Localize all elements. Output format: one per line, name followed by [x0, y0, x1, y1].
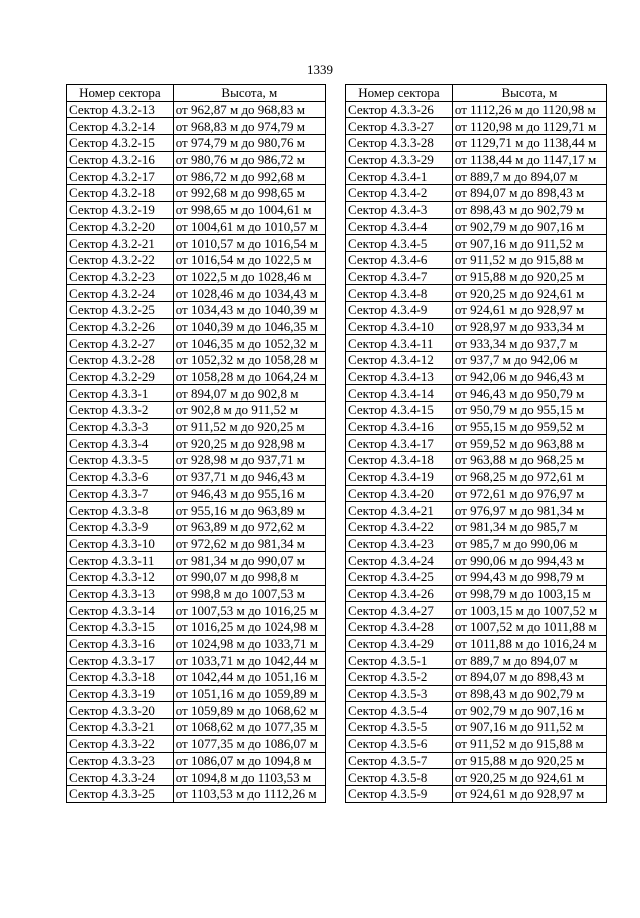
height-cell: от 974,79 м до 980,76 м	[173, 135, 325, 152]
height-cell: от 946,43 м до 955,16 м	[173, 485, 325, 502]
table-row	[67, 552, 326, 569]
table-row	[346, 418, 607, 435]
height-cell: от 1051,16 м до 1059,89 м	[173, 685, 325, 702]
sector-cell: Сектор 4.3.2-20	[67, 218, 174, 235]
sector-cell: Сектор 4.3.4-8	[346, 285, 453, 302]
sector-cell: Сектор 4.3.3-18	[67, 669, 174, 686]
sector-cell: Сектор 4.3.3-14	[67, 602, 174, 619]
table-header-row	[67, 85, 326, 102]
table-row	[67, 301, 326, 318]
height-cell: от 894,07 м до 902,8 м	[173, 385, 325, 402]
table-row	[346, 735, 607, 752]
height-cell: от 1034,43 м до 1040,39 м	[173, 301, 325, 318]
height-cell: от 937,71 м до 946,43 м	[173, 468, 325, 485]
table-row	[346, 101, 607, 118]
sector-cell: Сектор 4.3.2-16	[67, 151, 174, 168]
table-row	[346, 301, 607, 318]
height-cell: от 907,16 м до 911,52 м	[452, 719, 606, 736]
sector-cell: Сектор 4.3.4-25	[346, 568, 453, 585]
height-cell: от 898,43 м до 902,79 м	[452, 685, 606, 702]
table-row	[346, 669, 607, 686]
height-cell: от 1086,07 м до 1094,8 м	[173, 752, 325, 769]
height-cell: от 920,25 м до 924,61 м	[452, 285, 606, 302]
sector-cell: Сектор 4.3.5-1	[346, 652, 453, 669]
table-row	[67, 235, 326, 252]
table-row	[346, 335, 607, 352]
height-cell: от 968,25 м до 972,61 м	[452, 468, 606, 485]
table-row	[67, 468, 326, 485]
height-cell: от 1120,98 м до 1129,71 м	[452, 118, 606, 135]
sector-cell: Сектор 4.3.3-16	[67, 635, 174, 652]
height-cell: от 1007,53 м до 1016,25 м	[173, 602, 325, 619]
table-row	[346, 135, 607, 152]
table-row	[67, 535, 326, 552]
sector-cell: Сектор 4.3.5-6	[346, 735, 453, 752]
height-cell: от 1007,52 м до 1011,88 м	[452, 619, 606, 636]
height-cell: от 962,87 м до 968,83 м	[173, 101, 325, 118]
sector-cell: Сектор 4.3.2-14	[67, 118, 174, 135]
table-row	[346, 402, 607, 419]
table-row	[67, 151, 326, 168]
table-row	[67, 368, 326, 385]
height-cell: от 963,89 м до 972,62 м	[173, 518, 325, 535]
sector-cell: Сектор 4.3.4-5	[346, 235, 453, 252]
table-row	[67, 418, 326, 435]
table-row	[67, 402, 326, 419]
height-cell: от 911,52 м до 915,88 м	[452, 735, 606, 752]
table-row	[346, 635, 607, 652]
table-row	[346, 485, 607, 502]
sector-cell: Сектор 4.3.2-29	[67, 368, 174, 385]
left-table-body	[67, 101, 326, 802]
sector-cell: Сектор 4.3.3-7	[67, 485, 174, 502]
sector-cell: Сектор 4.3.3-3	[67, 418, 174, 435]
sector-cell: Сектор 4.3.2-19	[67, 201, 174, 218]
table-row	[67, 218, 326, 235]
sector-cell: Сектор 4.3.4-14	[346, 385, 453, 402]
table-row	[346, 702, 607, 719]
table-row	[346, 452, 607, 469]
height-cell: от 1138,44 м до 1147,17 м	[452, 151, 606, 168]
sector-cell: Сектор 4.3.3-17	[67, 652, 174, 669]
height-cell: от 1024,98 м до 1033,71 м	[173, 635, 325, 652]
sector-cell: Сектор 4.3.3-27	[346, 118, 453, 135]
sector-cell: Сектор 4.3.4-20	[346, 485, 453, 502]
table-row	[67, 702, 326, 719]
height-cell: от 920,25 м до 924,61 м	[452, 769, 606, 786]
sector-cell: Сектор 4.3.5-5	[346, 719, 453, 736]
sector-cell: Сектор 4.3.3-24	[67, 769, 174, 786]
sector-cell: Сектор 4.3.4-1	[346, 168, 453, 185]
sector-cell: Сектор 4.3.3-1	[67, 385, 174, 402]
height-cell: от 1068,62 м до 1077,35 м	[173, 719, 325, 736]
table-row	[67, 769, 326, 786]
table-row	[67, 118, 326, 135]
sector-cell: Сектор 4.3.4-6	[346, 251, 453, 268]
sector-cell: Сектор 4.3.3-6	[67, 468, 174, 485]
height-cell: от 928,98 м до 937,71 м	[173, 452, 325, 469]
height-cell: от 894,07 м до 898,43 м	[452, 669, 606, 686]
table-row	[346, 168, 607, 185]
height-cell: от 924,61 м до 928,97 м	[452, 301, 606, 318]
height-column-header: Высота, м	[452, 85, 606, 102]
height-cell: от 915,88 м до 920,25 м	[452, 268, 606, 285]
table-row	[346, 518, 607, 535]
sector-cell: Сектор 4.3.4-21	[346, 502, 453, 519]
height-cell: от 1058,28 м до 1064,24 м	[173, 368, 325, 385]
table-row	[67, 685, 326, 702]
left-sector-table	[66, 84, 326, 803]
table-row	[346, 385, 607, 402]
height-cell: от 990,06 м до 994,43 м	[452, 552, 606, 569]
height-cell: от 1033,71 м до 1042,44 м	[173, 652, 325, 669]
table-row	[67, 268, 326, 285]
height-cell: от 1052,32 м до 1058,28 м	[173, 352, 325, 369]
table-row	[67, 735, 326, 752]
sector-cell: Сектор 4.3.4-29	[346, 635, 453, 652]
table-row	[67, 518, 326, 535]
height-cell: от 959,52 м до 963,88 м	[452, 435, 606, 452]
table-row	[346, 685, 607, 702]
height-cell: от 1077,35 м до 1086,07 м	[173, 735, 325, 752]
table-row	[346, 719, 607, 736]
height-cell: от 924,61 м до 928,97 м	[452, 785, 606, 802]
height-cell: от 1022,5 м до 1028,46 м	[173, 268, 325, 285]
height-cell: от 1040,39 м до 1046,35 м	[173, 318, 325, 335]
table-row	[346, 118, 607, 135]
table-row	[346, 151, 607, 168]
table-row	[67, 318, 326, 335]
sector-cell: Сектор 4.3.3-13	[67, 585, 174, 602]
sector-cell: Сектор 4.3.2-23	[67, 268, 174, 285]
height-cell: от 998,65 м до 1004,61 м	[173, 201, 325, 218]
height-cell: от 1011,88 м до 1016,24 м	[452, 635, 606, 652]
height-cell: от 950,79 м до 955,15 м	[452, 402, 606, 419]
table-row	[67, 385, 326, 402]
sector-cell: Сектор 4.3.5-9	[346, 785, 453, 802]
sector-cell: Сектор 4.3.3-5	[67, 452, 174, 469]
sector-cell: Сектор 4.3.2-28	[67, 352, 174, 369]
sector-cell: Сектор 4.3.3-11	[67, 552, 174, 569]
height-cell: от 976,97 м до 981,34 м	[452, 502, 606, 519]
height-cell: от 972,62 м до 981,34 м	[173, 535, 325, 552]
sector-cell: Сектор 4.3.5-4	[346, 702, 453, 719]
table-row	[67, 185, 326, 202]
height-cell: от 972,61 м до 976,97 м	[452, 485, 606, 502]
table-row	[346, 468, 607, 485]
sector-cell: Сектор 4.3.3-29	[346, 151, 453, 168]
table-row	[346, 568, 607, 585]
table-row	[67, 352, 326, 369]
sector-cell: Сектор 4.3.4-17	[346, 435, 453, 452]
height-cell: от 911,52 м до 915,88 м	[452, 251, 606, 268]
sector-cell: Сектор 4.3.4-19	[346, 468, 453, 485]
table-row	[67, 752, 326, 769]
table-row	[346, 218, 607, 235]
sector-cell: Сектор 4.3.4-16	[346, 418, 453, 435]
height-cell: от 911,52 м до 920,25 м	[173, 418, 325, 435]
height-cell: от 1004,61 м до 1010,57 м	[173, 218, 325, 235]
table-row	[67, 502, 326, 519]
height-cell: от 1103,53 м до 1112,26 м	[173, 785, 325, 802]
sector-cell: Сектор 4.3.3-4	[67, 435, 174, 452]
sector-column-header: Номер сектора	[346, 85, 453, 102]
table-row	[346, 535, 607, 552]
table-row	[346, 652, 607, 669]
height-cell: от 894,07 м до 898,43 м	[452, 185, 606, 202]
table-row	[346, 585, 607, 602]
table-row	[67, 168, 326, 185]
table-row	[346, 435, 607, 452]
height-cell: от 889,7 м до 894,07 м	[452, 652, 606, 669]
table-row	[346, 318, 607, 335]
sector-cell: Сектор 4.3.2-22	[67, 251, 174, 268]
sector-column-header: Номер сектора	[67, 85, 174, 102]
sector-cell: Сектор 4.3.4-11	[346, 335, 453, 352]
table-row	[346, 235, 607, 252]
table-row	[67, 251, 326, 268]
sector-cell: Сектор 4.3.3-28	[346, 135, 453, 152]
height-cell: от 937,7 м до 942,06 м	[452, 352, 606, 369]
height-column-header: Высота, м	[173, 85, 325, 102]
height-cell: от 981,34 м до 990,07 м	[173, 552, 325, 569]
sector-cell: Сектор 4.3.2-18	[67, 185, 174, 202]
sector-cell: Сектор 4.3.2-26	[67, 318, 174, 335]
table-row	[346, 752, 607, 769]
sector-cell: Сектор 4.3.4-22	[346, 518, 453, 535]
sector-cell: Сектор 4.3.5-2	[346, 669, 453, 686]
right-table-body	[346, 101, 607, 802]
table-row	[67, 335, 326, 352]
table-row	[346, 285, 607, 302]
height-cell: от 990,07 м до 998,8 м	[173, 568, 325, 585]
sector-cell: Сектор 4.3.5-7	[346, 752, 453, 769]
sector-cell: Сектор 4.3.5-3	[346, 685, 453, 702]
height-cell: от 907,16 м до 911,52 м	[452, 235, 606, 252]
table-row	[67, 719, 326, 736]
sector-cell: Сектор 4.3.2-15	[67, 135, 174, 152]
table-row	[67, 201, 326, 218]
table-row	[67, 585, 326, 602]
sector-cell: Сектор 4.3.4-12	[346, 352, 453, 369]
height-cell: от 915,88 м до 920,25 м	[452, 752, 606, 769]
sector-cell: Сектор 4.3.4-4	[346, 218, 453, 235]
sector-cell: Сектор 4.3.3-8	[67, 502, 174, 519]
sector-cell: Сектор 4.3.4-13	[346, 368, 453, 385]
height-cell: от 963,88 м до 968,25 м	[452, 452, 606, 469]
height-cell: от 986,72 м до 992,68 м	[173, 168, 325, 185]
height-cell: от 985,7 м до 990,06 м	[452, 535, 606, 552]
table-row	[346, 201, 607, 218]
table-row	[346, 185, 607, 202]
sector-cell: Сектор 4.3.2-25	[67, 301, 174, 318]
height-cell: от 933,34 м до 937,7 м	[452, 335, 606, 352]
sector-cell: Сектор 4.3.4-28	[346, 619, 453, 636]
table-row	[346, 502, 607, 519]
sector-cell: Сектор 4.3.2-17	[67, 168, 174, 185]
sector-cell: Сектор 4.3.4-7	[346, 268, 453, 285]
table-row	[67, 101, 326, 118]
sector-cell: Сектор 4.3.2-13	[67, 101, 174, 118]
height-cell: от 981,34 м до 985,7 м	[452, 518, 606, 535]
table-row	[67, 285, 326, 302]
sector-cell: Сектор 4.3.3-20	[67, 702, 174, 719]
height-cell: от 1016,25 м до 1024,98 м	[173, 619, 325, 636]
height-cell: от 1059,89 м до 1068,62 м	[173, 702, 325, 719]
sector-cell: Сектор 4.3.2-27	[67, 335, 174, 352]
height-cell: от 902,8 м до 911,52 м	[173, 402, 325, 419]
sector-cell: Сектор 4.3.2-24	[67, 285, 174, 302]
table-row	[346, 368, 607, 385]
height-cell: от 942,06 м до 946,43 м	[452, 368, 606, 385]
sector-cell: Сектор 4.3.3-25	[67, 785, 174, 802]
table-row	[67, 652, 326, 669]
height-cell: от 920,25 м до 928,98 м	[173, 435, 325, 452]
sector-cell: Сектор 4.3.3-9	[67, 518, 174, 535]
sector-cell: Сектор 4.3.2-21	[67, 235, 174, 252]
sector-cell: Сектор 4.3.3-12	[67, 568, 174, 585]
height-cell: от 1010,57 м до 1016,54 м	[173, 235, 325, 252]
height-cell: от 1046,35 м до 1052,32 м	[173, 335, 325, 352]
height-cell: от 928,97 м до 933,34 м	[452, 318, 606, 335]
table-row	[346, 251, 607, 268]
table-row	[67, 619, 326, 636]
height-cell: от 1016,54 м до 1022,5 м	[173, 251, 325, 268]
table-row	[346, 619, 607, 636]
height-cell: от 902,79 м до 907,16 м	[452, 702, 606, 719]
height-cell: от 902,79 м до 907,16 м	[452, 218, 606, 235]
sector-cell: Сектор 4.3.4-3	[346, 201, 453, 218]
height-cell: от 955,16 м до 963,89 м	[173, 502, 325, 519]
height-cell: от 1028,46 м до 1034,43 м	[173, 285, 325, 302]
table-row	[67, 485, 326, 502]
sector-cell: Сектор 4.3.4-15	[346, 402, 453, 419]
table-row	[67, 452, 326, 469]
height-cell: от 980,76 м до 986,72 м	[173, 151, 325, 168]
height-cell: от 955,15 м до 959,52 м	[452, 418, 606, 435]
table-row	[346, 552, 607, 569]
table-row	[67, 635, 326, 652]
sector-cell: Сектор 4.3.3-26	[346, 101, 453, 118]
table-row	[67, 568, 326, 585]
table-row	[346, 602, 607, 619]
sector-cell: Сектор 4.3.4-18	[346, 452, 453, 469]
table-row	[346, 769, 607, 786]
height-cell: от 992,68 м до 998,65 м	[173, 185, 325, 202]
height-cell: от 1112,26 м до 1120,98 м	[452, 101, 606, 118]
table-header-row	[346, 85, 607, 102]
height-cell: от 946,43 м до 950,79 м	[452, 385, 606, 402]
sector-cell: Сектор 4.3.3-22	[67, 735, 174, 752]
sector-cell: Сектор 4.3.5-8	[346, 769, 453, 786]
height-cell: от 1003,15 м до 1007,52 м	[452, 602, 606, 619]
sector-cell: Сектор 4.3.4-2	[346, 185, 453, 202]
table-row	[346, 785, 607, 802]
table-row	[67, 785, 326, 802]
sector-cell: Сектор 4.3.4-27	[346, 602, 453, 619]
table-row	[67, 669, 326, 686]
height-cell: от 889,7 м до 894,07 м	[452, 168, 606, 185]
table-row	[346, 268, 607, 285]
height-cell: от 998,79 м до 1003,15 м	[452, 585, 606, 602]
table-row	[67, 602, 326, 619]
sector-cell: Сектор 4.3.3-10	[67, 535, 174, 552]
height-cell: от 898,43 м до 902,79 м	[452, 201, 606, 218]
page-number: 1339	[307, 62, 333, 77]
sector-cell: Сектор 4.3.3-23	[67, 752, 174, 769]
sector-cell: Сектор 4.3.3-2	[67, 402, 174, 419]
table-row	[67, 435, 326, 452]
sector-cell: Сектор 4.3.4-23	[346, 535, 453, 552]
sector-cell: Сектор 4.3.4-24	[346, 552, 453, 569]
sector-cell: Сектор 4.3.4-9	[346, 301, 453, 318]
height-cell: от 1129,71 м до 1138,44 м	[452, 135, 606, 152]
sector-cell: Сектор 4.3.4-26	[346, 585, 453, 602]
sector-cell: Сектор 4.3.3-21	[67, 719, 174, 736]
sector-cell: Сектор 4.3.4-10	[346, 318, 453, 335]
height-cell: от 1042,44 м до 1051,16 м	[173, 669, 325, 686]
table-row	[67, 135, 326, 152]
right-sector-table	[345, 84, 607, 803]
sector-cell: Сектор 4.3.3-19	[67, 685, 174, 702]
height-cell: от 1094,8 м до 1103,53 м	[173, 769, 325, 786]
height-cell: от 968,83 м до 974,79 м	[173, 118, 325, 135]
height-cell: от 998,8 м до 1007,53 м	[173, 585, 325, 602]
table-row	[346, 352, 607, 369]
height-cell: от 994,43 м до 998,79 м	[452, 568, 606, 585]
sector-cell: Сектор 4.3.3-15	[67, 619, 174, 636]
